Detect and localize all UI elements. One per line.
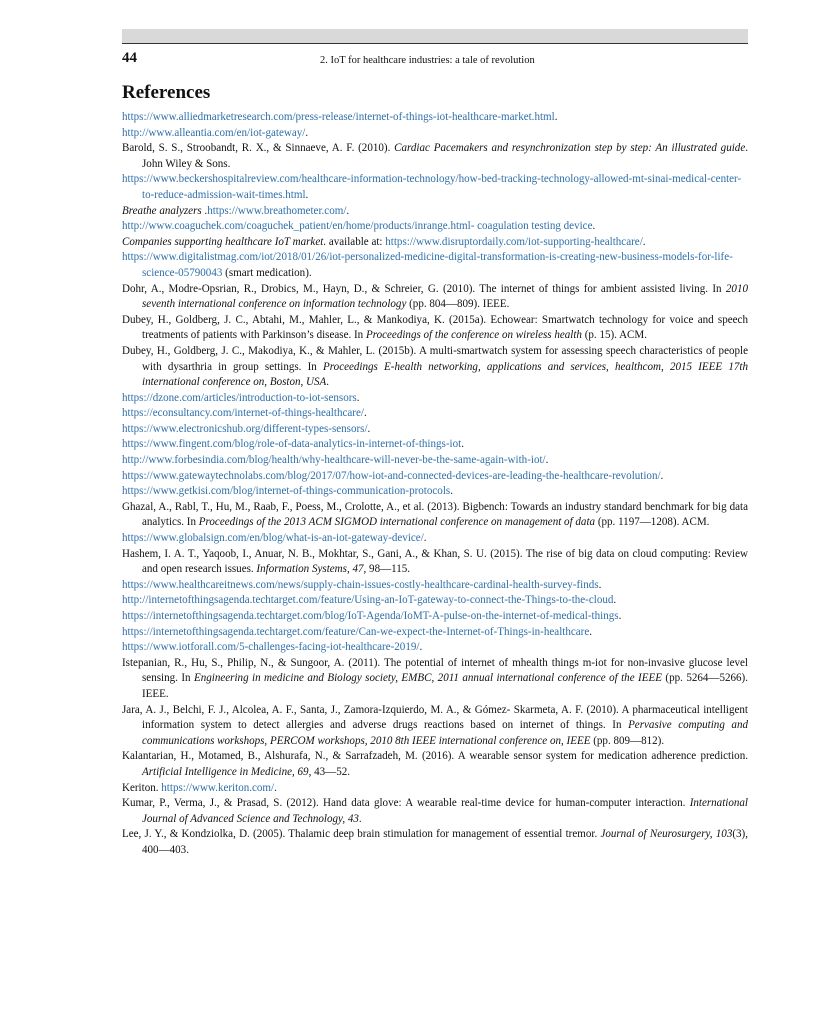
reference-text: , 98—115. [363, 563, 411, 576]
reference-entry [122, 250, 748, 281]
reference-link[interactable]: http://www.alleantia.com/en/iot-gateway/ [122, 126, 306, 139]
reference-entry [122, 827, 748, 858]
reference-italic-text: International Journal of Advanced Science and Technology, 43 [142, 797, 748, 825]
reference-text: (smart medication). [222, 266, 312, 279]
reference-link[interactable]: https://www.keriton.com/ [161, 781, 275, 794]
reference-entry [122, 625, 748, 641]
reference-link[interactable]: https://www.gatewaytechnolabs.com/blog/2017/07/how-iot-and-connected-devices-are-leading-the-healthcare-revolution/ [122, 469, 661, 482]
header-band [122, 29, 748, 43]
reference-entry [122, 547, 748, 578]
reference-italic-text: Engineering in medicine and Biology society, EMBC, 2011 annual international conference of the IEEE [193, 672, 662, 685]
reference-entry [122, 609, 748, 625]
reference-entry [122, 344, 748, 391]
reference-link[interactable]: https://www.iotforall.com/5-challenges-facing-iot-healthcare-2019/ [122, 641, 420, 654]
reference-text: . [367, 422, 371, 435]
reference-entry [122, 500, 748, 531]
reference-italic-text: Pervasive computing and communications workshops, PERCOM workshops, 2010 8th IEEE international conference on, IEEE [142, 719, 748, 747]
reference-entry [122, 235, 748, 251]
reference-link[interactable]: https://internetofthingsagenda.techtarget.com/feature/Can-we-expect-the-Internet-of-Things-in-healthcare [122, 625, 590, 638]
reference-text: Istepanian, R., Hu, S., Philip, N., & Sungoor, A. (2011). The potential of internet of mhealth things m-iot for non-invasive glucose level sensing. In [122, 656, 748, 685]
reference-entry [122, 391, 748, 407]
reference-italic-text: Cardiac Pacemakers and resynchronization step by step: An illustrated guide [394, 142, 746, 155]
reference-link[interactable]: https://www.digitalistmag.com/iot/2018/01/26/iot-personalized-medicine-digital-transformation-is-creating-new-business-models-for-life-science-05790043 [122, 251, 733, 279]
header-rule [122, 43, 748, 44]
page-number: 44 [122, 50, 137, 66]
reference-entry [122, 219, 748, 235]
reference-text: . [419, 641, 423, 654]
reference-link[interactable]: http://www.forbesindia.com/blog/health/why-healthcare-will-never-be-the-same-again-with-iot/ [122, 454, 546, 467]
reference-italic-text: 2010 seventh international conference on information technology [142, 282, 748, 311]
reference-text: . available at: [323, 235, 386, 248]
reference-entry [122, 110, 748, 126]
reference-entry [122, 749, 748, 780]
reference-entry [122, 484, 748, 500]
reference-text: Keriton. [122, 781, 162, 794]
reference-text: . [326, 376, 330, 389]
reference-italic-text: Proceedings E-health networking, applications and services, healthcom, 2015 IEEE 17th international conference on, Boston, USA [142, 360, 748, 389]
section-title: References [122, 82, 211, 103]
reference-entry [122, 703, 748, 750]
reference-text: Ghazal, A., Rabl, T., Hu, M., Raab, F., Poess, M., Crolotte, A., et al. (2013). Bigbench: Towards an industry standard benchmark for big data analytics. In [122, 500, 748, 529]
reference-italic-text: Breathe analyzers [122, 204, 202, 217]
reference-link[interactable]: https://internetofthingsagenda.techtarget.com/blog/IoT-Agenda/IoMT-A-pulse-on-the-internet-of-medical-things [122, 610, 619, 622]
reference-list [122, 110, 748, 859]
reference-text: (3), 400—403. [142, 828, 748, 856]
reference-text: . [642, 235, 646, 248]
reference-entry [122, 437, 748, 453]
reference-italic-text: Companies supporting healthcare IoT market [122, 235, 324, 248]
reference-italic-text: Proceedings of the conference on wireless health [365, 329, 582, 342]
reference-entry [122, 531, 748, 547]
running-title: 2. IoT for healthcare industries: a tale of revolution [320, 55, 535, 66]
reference-link[interactable]: https://www.globalsign.com/en/blog/what-is-an-iot-gateway-device/ [122, 532, 424, 545]
reference-text: (pp. 809—812). [590, 734, 665, 747]
reference-entry [122, 172, 748, 203]
reference-entry [122, 640, 748, 656]
reference-link[interactable]: https://www.beckershospitalreview.com/healthcare-information-technology/how-bed-tracking-technology-allowed-mt-sinai-medical-center-to-reduce-admission-wait-times.html [122, 173, 742, 201]
reference-link[interactable]: https://www.healthcareitnews.com/news/supply-chain-issues-costly-healthcare-cardinal-health-survey-finds [122, 578, 599, 591]
reference-text: , 43—52. [308, 765, 351, 778]
reference-italic-text: Artificial Intelligence in Medicine, 69 [142, 765, 309, 778]
reference-text: . [358, 812, 362, 825]
reference-text: . [613, 594, 617, 607]
reference-text: . [423, 532, 427, 545]
reference-text: . [554, 111, 558, 123]
reference-entry [122, 578, 748, 594]
reference-text: Barold, S. S., Stroobandt, R. X., & Sinnaeve, A. F. (2010). [122, 142, 395, 155]
reference-entry [122, 141, 748, 172]
reference-entry [122, 406, 748, 422]
reference-text: . [201, 204, 208, 217]
reference-link[interactable]: https://www.electronicshub.org/different-types-sensors/ [122, 422, 368, 435]
reference-link[interactable]: https://econsultancy.com/internet-of-things-healthcare/ [122, 407, 364, 420]
reference-text: . [660, 469, 664, 482]
reference-text: (pp. 1197—1208). ACM. [595, 516, 710, 529]
reference-text: . [461, 438, 464, 451]
reference-entry [122, 126, 748, 142]
reference-italic-text: Journal of Neurosurgery, 103 [600, 828, 733, 841]
reference-entry [122, 781, 748, 797]
reference-text: . [305, 188, 309, 201]
reference-entry [122, 796, 748, 827]
reference-text: . [589, 625, 593, 638]
reference-text: Dohr, A., Modre-Opsrian, R., Drobics, M., Hayn, D., & Schreier, G. (2010). The internet of things for ambient assisted living. In [122, 282, 726, 295]
reference-text: Hashem, I. A. T., Yaqoob, I., Anuar, N. B., Mokhtar, S., Gani, A., & Khan, S. U. (2015). The rise of big data on cloud computing: Review and open research issues. [122, 547, 748, 576]
reference-link[interactable]: https://www.getkisi.com/blog/internet-of-things-communication-protocols [122, 485, 451, 498]
reference-link[interactable]: https://dzone.com/articles/introduction-to-iot-sensors [122, 391, 357, 404]
reference-entry [122, 422, 748, 438]
reference-text: (p. 15). ACM. [581, 329, 648, 342]
reference-italic-text: Proceedings of the 2013 ACM SIGMOD international conference on management of data [198, 516, 596, 529]
reference-text: . [346, 204, 350, 217]
reference-text: . [592, 220, 596, 233]
reference-link[interactable]: http://internetofthingsagenda.techtarget.com/feature/Using-an-IoT-gateway-to-connect-the-Things-to-the-cloud [122, 594, 614, 607]
reference-entry [122, 282, 748, 313]
reference-link[interactable]: https://www.disruptordaily.com/iot-supporting-healthcare/ [385, 235, 643, 248]
reference-text: . [363, 407, 367, 420]
reference-text: Jara, A. J., Belchi, F. J., Alcolea, A. F., Santa, J., Zamora-Izquierdo, M. A., & Gómez- Skarmeta, A. F. (2010). A pharmaceutical intelligent information system to detect allergies and adverse drugs reactions based on internet of things. In [122, 703, 748, 732]
reference-text: (pp. 5264—5266). IEEE. [142, 672, 748, 700]
reference-text: . [545, 454, 549, 467]
reference-text: . [274, 781, 277, 794]
reference-link[interactable]: http://www.coaguchek.com/coaguchek_patient/en/home/products/inrange.html- coagulation testing device [122, 220, 593, 233]
reference-text: . John Wiley & Sons. [142, 142, 748, 170]
reference-entry [122, 593, 748, 609]
reference-entry [122, 453, 748, 469]
reference-text: . [305, 126, 309, 139]
reference-text: . [598, 578, 602, 591]
reference-text: . [450, 485, 453, 498]
reference-italic-text: Information Systems, 47 [256, 563, 364, 576]
reference-text: . [356, 391, 360, 404]
reference-text: (pp. 804—809). IEEE. [406, 298, 510, 311]
reference-text: Dubey, H., Goldberg, J. C., Abtahi, M., Mahler, L., & Mankodiya, K. (2015a). Echowear: Smartwatch technology for voice and speech treatments of patients with Parkinson’s disease. In [122, 313, 748, 342]
reference-entry [122, 656, 748, 703]
reference-link[interactable]: https://www.breathometer.com/ [207, 204, 347, 217]
reference-entry [122, 469, 748, 485]
reference-entry [122, 204, 748, 220]
reference-text: Dubey, H., Goldberg, J. C., Makodiya, K., & Mahler, L. (2015b). A multi-smartwatch system for assessing speech characteristics of people with dysarthria in group settings. In [122, 344, 748, 373]
reference-text: . [618, 610, 622, 622]
reference-text: Kumar, P., Verma, J., & Prasad, S. (2012). Hand data glove: A wearable real-time device for human-computer interaction. [122, 797, 690, 810]
reference-text: Kalantarian, H., Motamed, B., Alshurafa, N., & Sarrafzadeh, M. (2016). A wearable sensor system for medication adherence prediction. [122, 750, 748, 763]
reference-link[interactable]: https://www.fingent.com/blog/role-of-data-analytics-in-internet-of-things-iot [122, 438, 462, 451]
reference-text: Lee, J. Y., & Kondziolka, D. (2005). Thalamic deep brain stimulation for management of essential tremor. [122, 828, 601, 841]
reference-link[interactable]: https://www.alliedmarketresearch.com/press-release/internet-of-things-iot-healthcare-market.html [122, 111, 555, 123]
reference-entry [122, 313, 748, 344]
